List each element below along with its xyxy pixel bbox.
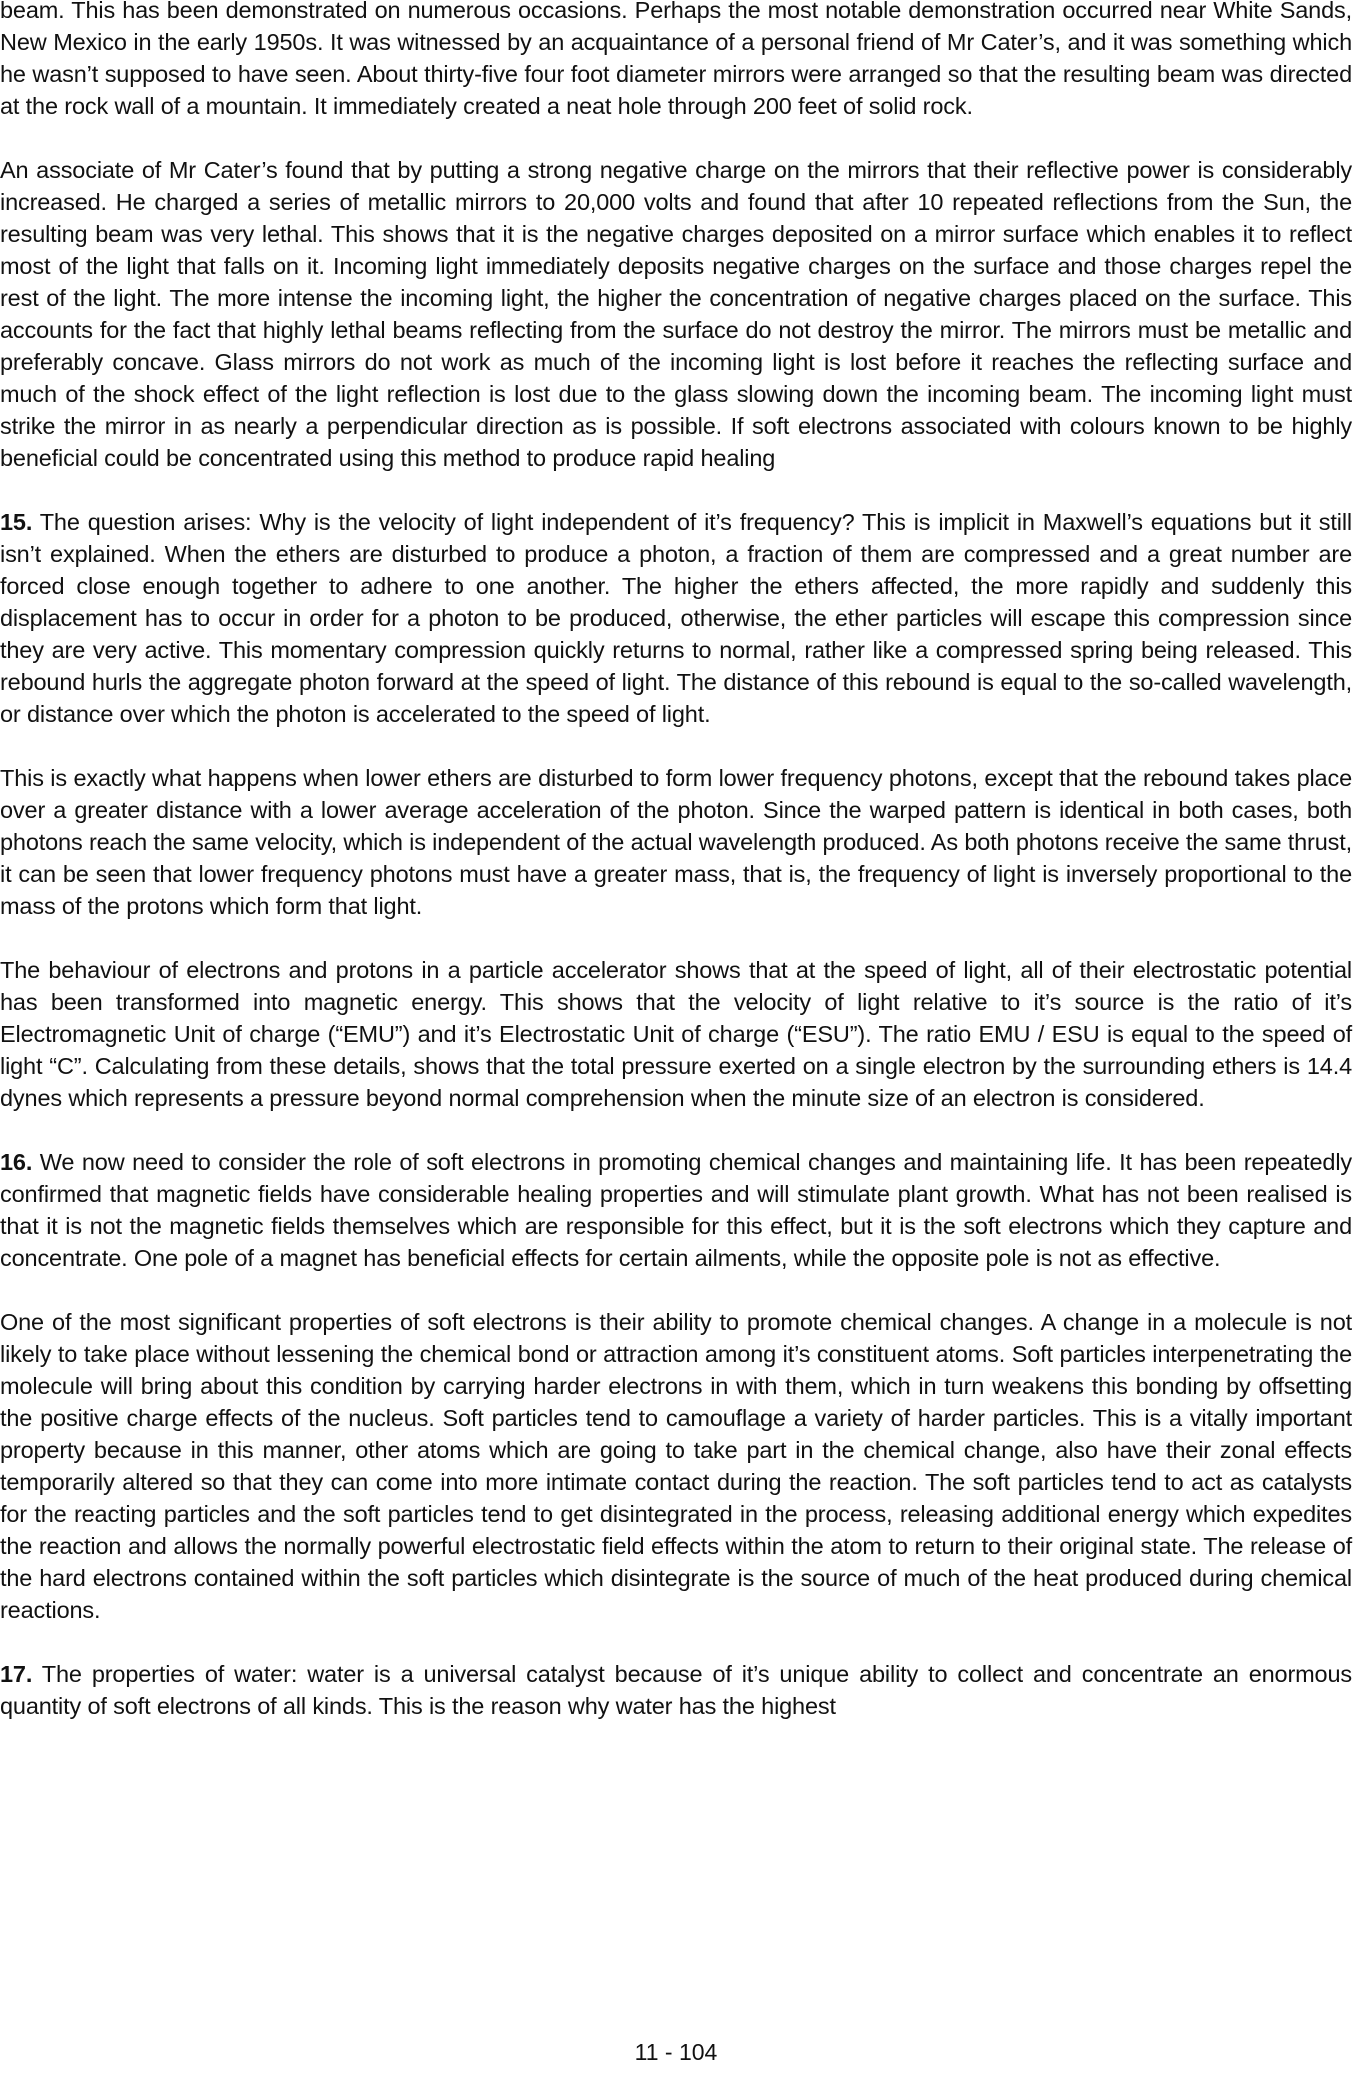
section-number: 15.	[0, 509, 33, 535]
paragraph-text: The properties of water: water is a universal catalyst because of it’s unique ability to collect and concentrate an enormous quantity of soft electrons of all kinds. This is the reason why water has the highest	[0, 1661, 1352, 1719]
paragraph-negative-charge-mirrors	[0, 154, 1352, 474]
section-number: 17.	[0, 1661, 33, 1687]
paragraph-chemical-changes	[0, 1306, 1352, 1626]
paragraph-text: One of the most significant properties of soft electrons is their ability to promote chemical changes. A change in a molecule is not likely to take place without lessening the chemical bond or attraction among it’s constituent atoms. Soft particles interpenetrating the molecule will bring about this condition by carrying harder electrons in with them, which in turn weakens this bonding by offsetting the positive charge effects of the nucleus. Soft particles tend to camouflage a variety of harder particles. This is a vitally important property because in this manner, other atoms which are going to take part in the chemical change, also have their zonal effects temporarily altered so that they can come into more intimate contact during the reaction. The soft particles tend to act as catalysts for the reacting particles and the soft particles tend to get disintegrated in the process, releasing additional energy which expedites the reaction and allows the normally powerful electrostatic field effects within the atom to return to their original state. The release of the hard electrons contained within the soft particles which disintegrate is the source of much of the heat produced during chemical reactions.	[0, 1309, 1352, 1623]
paragraph-lower-ethers	[0, 762, 1352, 922]
paragraph-section-16	[0, 1146, 1352, 1274]
paragraph-section-15	[0, 506, 1352, 730]
paragraph-beam-demonstration	[0, 0, 1352, 122]
paragraph-text: We now need to consider the role of soft electrons in promoting chemical changes and maintaining life. It has been repeatedly confirmed that magnetic fields have considerable healing properties and will stimulate plant growth. What has not been realised is that it is not the magnetic fields themselves which are responsible for this effect, but it is the soft electrons which they capture and concentrate. One pole of a magnet has beneficial effects for certain ailments, while the opposite pole is not as effective.	[0, 1149, 1352, 1271]
paragraph-text: The behaviour of electrons and protons in a particle accelerator shows that at the speed of light, all of their electrostatic potential has been transformed into magnetic energy. This shows that the velocity of light relative to it’s source is the ratio of it’s Electromagnetic Unit of charge (“EMU”) and it’s Electrostatic Unit of charge (“ESU”). The ratio EMU / ESU is equal to the speed of light “C”. Calculating from these details, shows that the total pressure exerted on a single electron by the surrounding ethers is 14.4 dynes which represents a pressure beyond normal comprehension when the minute size of an electron is considered.	[0, 957, 1352, 1111]
paragraph-text: beam. This has been demonstrated on numerous occasions. Perhaps the most notable demonstration occurred near White Sands, New Mexico in the early 1950s. It was witnessed by an acquaintance of a personal friend of Mr Cater’s, and it was something which he wasn’t supposed to have seen. About thirty-five four foot diameter mirrors were arranged so that the resulting beam was directed at the rock wall of a mountain. It immediately created a neat hole through 200 feet of solid rock.	[0, 0, 1352, 119]
paragraph-text: This is exactly what happens when lower ethers are disturbed to form lower frequency photons, except that the rebound takes place over a greater distance with a lower average acceleration of the photon. Since the warped pattern is identical in both cases, both photons reach the same velocity, which is independent of the actual wavelength produced. As both photons receive the same thrust, it can be seen that lower frequency photons must have a greater mass, that is, the frequency of light is inversely proportional to the mass of the protons which form that light.	[0, 765, 1352, 919]
section-number: 16.	[0, 1149, 33, 1175]
paragraph-text: An associate of Mr Cater’s found that by putting a strong negative charge on the mirrors that their reflective power is considerably increased. He charged a series of metallic mirrors to 20,000 volts and found that after 10 repeated reflections from the Sun, the resulting beam was very lethal. This shows that it is the negative charges deposited on a mirror surface which enables it to reflect most of the light that falls on it. Incoming light immediately deposits negative charges on the surface and those charges repel the rest of the light. The more intense the incoming light, the higher the concentration of negative charges placed on the surface. This accounts for the fact that highly lethal beams reflecting from the surface do not destroy the mirror. The mirrors must be metallic and preferably concave. Glass mirrors do not work as much of the incoming light is lost before it reaches the reflecting surface and much of the shock effect of the light reflection is lost due to the glass slowing down the incoming beam. The incoming light must strike the mirror in as nearly a perpendicular direction as is possible. If soft electrons associated with colours known to be highly beneficial could be concentrated using this method to produce rapid healing	[0, 157, 1352, 471]
paragraph-section-17	[0, 1658, 1352, 1722]
page-number: 11 - 104	[634, 2039, 718, 2065]
paragraph-particle-accelerator	[0, 954, 1352, 1114]
paragraph-text: The question arises: Why is the velocity of light independent of it’s frequency? This is implicit in Maxwell’s equations but it still isn’t explained. When the ethers are disturbed to produce a photon, a fraction of them are compressed and a great number are forced close enough together to adhere to one another. The higher the ethers affected, the more rapidly and suddenly this displacement has to occur in order for a photon to be produced, otherwise, the ether particles will escape this compression since they are very active. This momentary compression quickly returns to normal, rather like a compressed spring being released. This rebound hurls the aggregate photon forward at the speed of light. The distance of this rebound is equal to the so-called wavelength, or distance over which the photon is accelerated to the speed of light.	[0, 509, 1352, 727]
